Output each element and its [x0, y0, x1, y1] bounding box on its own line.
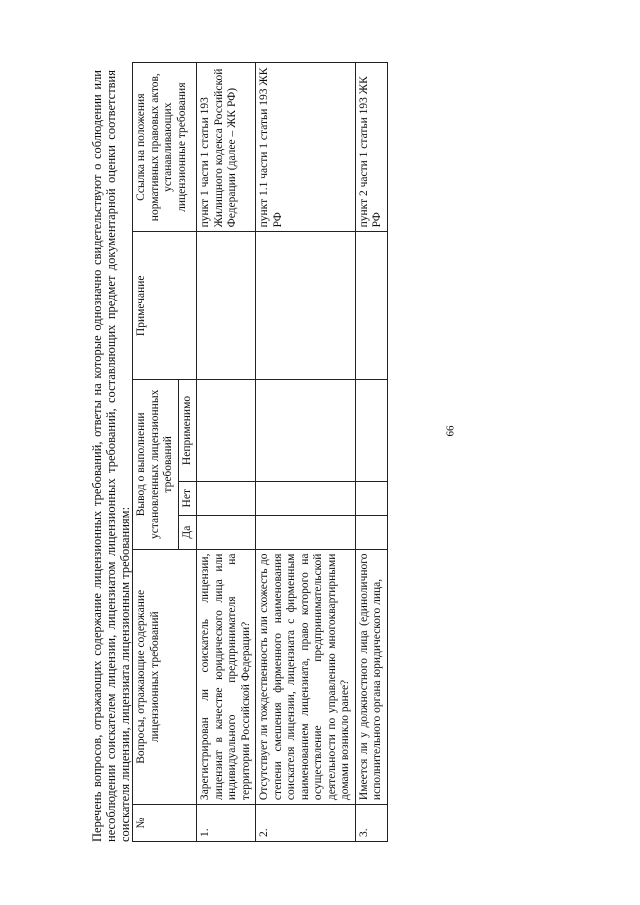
header-yes: Да — [178, 515, 197, 549]
cell-na — [197, 380, 256, 482]
cell-yes — [256, 515, 356, 549]
row-question: Отсутствует ли тождественность или схожесть до степени смешения фирменного наименования соискателя лицензии, лицензиата с фирменным наименованием лицензиата, право которого на осуществление предпринимательской деятельности по управлению многоквартирными домами возникло ранее? — [256, 549, 356, 805]
row-num: 2. — [256, 805, 356, 842]
header-no: Нет — [178, 481, 197, 515]
row-question: Зарегистрирован ли соискатель лицензии, лицензиат в качестве юридического лица или индивидуального предпринимателя на территории Российской Федерации? — [197, 549, 256, 805]
cell-yes — [355, 515, 387, 549]
row-reference: пункт 1 части 1 статьи 193 Жилищного кодекса Российской Федерации (далее – ЖК РФ) — [197, 63, 256, 232]
header-na: Неприменимо — [178, 380, 197, 482]
row-question: Имеется ли у должностного лица (единоличного исполнительного органа юридического лица, — [355, 549, 387, 805]
cell-na — [355, 380, 387, 482]
row-num: 1. — [197, 805, 256, 842]
cell-na — [256, 380, 356, 482]
cell-note — [256, 232, 356, 380]
cell-yes — [197, 515, 256, 549]
cell-note — [197, 232, 256, 380]
cell-no — [355, 481, 387, 515]
table-row — [197, 63, 256, 842]
intro-paragraph: Перечень вопросов, отражающих содержание лицензионных требований, ответы на которые однозначно свидетельствуют о соблюдении или несоблюдении соискателем лицензии, лицензиатом лицензионных требований, составляющих предмет документарной оценки соответствия соискателя лицензии, лицензиата лицензионным требованиям: — [90, 70, 132, 842]
row-reference: пункт 1.1 части 1 статьи 193 ЖК РФ — [256, 63, 356, 232]
requirements-table — [132, 62, 388, 842]
header-conclusion: Вывод о выполнении установленных лицензионных требований — [133, 380, 179, 549]
page-number: 66 — [444, 425, 457, 437]
row-num: 3. — [355, 805, 387, 842]
table-row — [256, 63, 356, 842]
rotated-landscape-sheet — [90, 62, 550, 842]
cell-no — [197, 481, 256, 515]
cell-note — [355, 232, 387, 380]
header-reference: Ссылка на положения нормативных правовых актов, устанавливающих лицензионные требования — [133, 63, 197, 232]
table-row — [355, 63, 387, 842]
header-num: № — [133, 805, 197, 842]
header-questions: Вопросы, отражающие содержание лицензионных требований — [133, 549, 197, 805]
table-header-row — [133, 63, 179, 842]
cell-no — [256, 481, 356, 515]
header-note: Примечание — [133, 232, 197, 380]
row-reference: пункт 2 части 1 статьи 193 ЖК РФ — [355, 63, 387, 232]
